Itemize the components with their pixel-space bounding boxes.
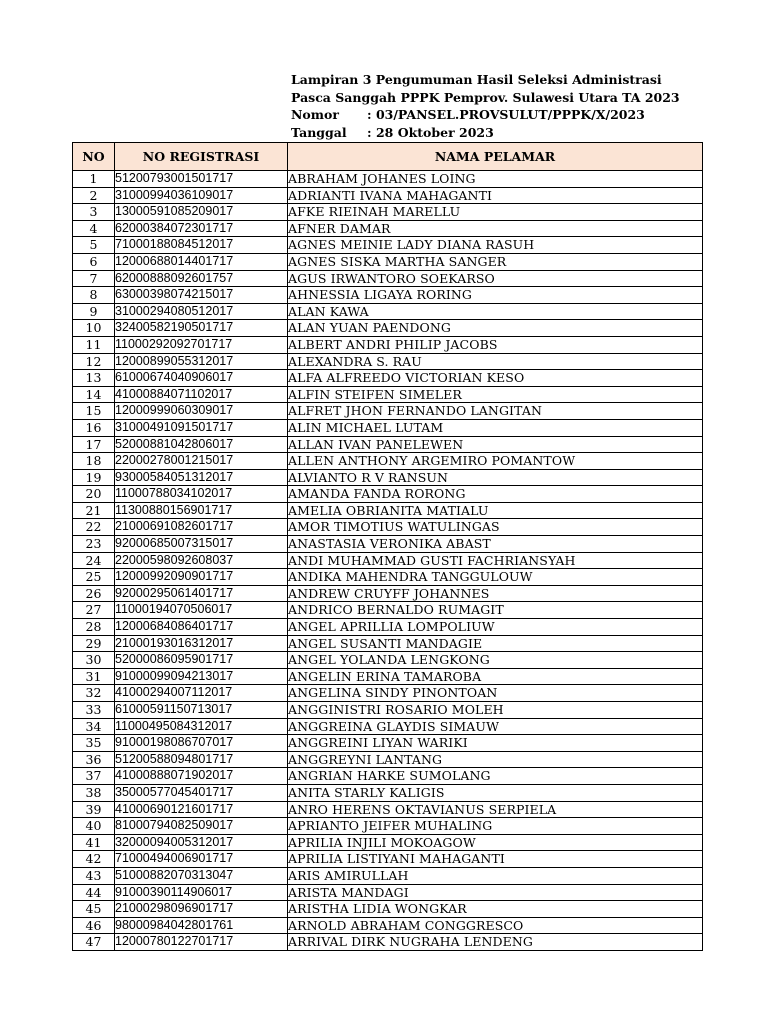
table-row bbox=[73, 901, 703, 918]
row-number-cell: 45 bbox=[73, 901, 115, 918]
applicant-name-cell: ANDRICO BERNALDO RUMAGIT bbox=[288, 602, 703, 619]
row-number-cell: 43 bbox=[73, 867, 115, 884]
registration-number-cell: 32400582190501717 bbox=[115, 320, 288, 337]
registration-number-cell: 11000788034102017 bbox=[115, 486, 288, 503]
registration-number-cell: 93000584051312017 bbox=[115, 469, 288, 486]
applicant-name-cell: ANGEL SUSANTI MANDAGIE bbox=[288, 635, 703, 652]
registration-number-cell: 11300880156901717 bbox=[115, 502, 288, 519]
applicant-table bbox=[72, 142, 703, 951]
registration-number-cell: 11000495084312017 bbox=[115, 718, 288, 735]
table-row bbox=[73, 353, 703, 370]
row-number-cell: 9 bbox=[73, 303, 115, 320]
applicant-name-cell: ANGGREYNI LANTANG bbox=[288, 751, 703, 768]
table-row bbox=[73, 187, 703, 204]
row-number-cell: 40 bbox=[73, 818, 115, 835]
row-number-cell: 2 bbox=[73, 187, 115, 204]
column-header-registration: NO REGISTRASI bbox=[115, 143, 288, 171]
table-row bbox=[73, 818, 703, 835]
row-number-cell: 24 bbox=[73, 552, 115, 569]
row-number-cell: 21 bbox=[73, 502, 115, 519]
registration-number-cell: 62000384072301717 bbox=[115, 220, 288, 237]
applicant-name-cell: ANGGREINI LIYAN WARIKI bbox=[288, 735, 703, 752]
row-number-cell: 30 bbox=[73, 652, 115, 669]
table-row bbox=[73, 204, 703, 221]
table-row bbox=[73, 602, 703, 619]
row-number-cell: 41 bbox=[73, 834, 115, 851]
row-number-cell: 19 bbox=[73, 469, 115, 486]
applicant-name-cell: ALVIANTO R V RANSUN bbox=[288, 469, 703, 486]
row-number-cell: 29 bbox=[73, 635, 115, 652]
applicant-name-cell: AMANDA FANDA RORONG bbox=[288, 486, 703, 503]
table-row bbox=[73, 834, 703, 851]
applicant-name-cell: ARRIVAL DIRK NUGRAHA LENDENG bbox=[288, 934, 703, 951]
row-number-cell: 6 bbox=[73, 253, 115, 270]
applicant-name-cell: ANDIKA MAHENDRA TANGGULOUW bbox=[288, 569, 703, 586]
applicant-name-cell: APRILIA INJILI MOKOAGOW bbox=[288, 834, 703, 851]
header-title-line-1: Lampiran 3 Pengumuman Hasil Seleksi Administrasi bbox=[291, 72, 662, 87]
table-row bbox=[73, 486, 703, 503]
row-number-cell: 20 bbox=[73, 486, 115, 503]
registration-number-cell: 52000881042806017 bbox=[115, 436, 288, 453]
table-row bbox=[73, 768, 703, 785]
registration-number-cell: 91000099094213017 bbox=[115, 668, 288, 685]
table-row bbox=[73, 370, 703, 387]
row-number-cell: 4 bbox=[73, 220, 115, 237]
registration-number-cell: 12000780122701717 bbox=[115, 934, 288, 951]
table-row bbox=[73, 585, 703, 602]
table-row bbox=[73, 685, 703, 702]
table-row bbox=[73, 287, 703, 304]
nomor-label: Nomor bbox=[291, 107, 339, 122]
table-row bbox=[73, 569, 703, 586]
registration-number-cell: 21000193016312017 bbox=[115, 635, 288, 652]
table-row bbox=[73, 552, 703, 569]
applicant-name-cell: AGUS IRWANTORO SOEKARSO bbox=[288, 270, 703, 287]
registration-number-cell: 92000295061401717 bbox=[115, 585, 288, 602]
tanggal-value: : 28 Oktober 2023 bbox=[367, 124, 494, 140]
table-row bbox=[73, 867, 703, 884]
row-number-cell: 27 bbox=[73, 602, 115, 619]
table-row bbox=[73, 519, 703, 536]
applicant-name-cell: AMELIA OBRIANITA MATIALU bbox=[288, 502, 703, 519]
table-row bbox=[73, 851, 703, 868]
table-row bbox=[73, 253, 703, 270]
row-number-cell: 39 bbox=[73, 801, 115, 818]
row-number-cell: 47 bbox=[73, 934, 115, 951]
table-row bbox=[73, 884, 703, 901]
registration-number-cell: 91000198086707017 bbox=[115, 735, 288, 752]
applicant-name-cell: ANDI MUHAMMAD GUSTI FACHRIANSYAH bbox=[288, 552, 703, 569]
table-row bbox=[73, 784, 703, 801]
row-number-cell: 5 bbox=[73, 237, 115, 254]
registration-number-cell: 11000292092701717 bbox=[115, 336, 288, 353]
applicant-name-cell: ABRAHAM JOHANES LOING bbox=[288, 171, 703, 188]
applicant-name-cell: ARIS AMIRULLAH bbox=[288, 867, 703, 884]
registration-number-cell: 61000674040906017 bbox=[115, 370, 288, 387]
header-nomor bbox=[291, 106, 680, 124]
applicant-name-cell: ARISTA MANDAGI bbox=[288, 884, 703, 901]
applicant-name-cell: ARNOLD ABRAHAM CONGGRESCO bbox=[288, 917, 703, 934]
registration-number-cell: 12000684086401717 bbox=[115, 619, 288, 636]
registration-number-cell: 71000494006901717 bbox=[115, 851, 288, 868]
registration-number-cell: 31000491091501717 bbox=[115, 419, 288, 436]
registration-number-cell: 31000994036109017 bbox=[115, 187, 288, 204]
row-number-cell: 26 bbox=[73, 585, 115, 602]
table-row bbox=[73, 436, 703, 453]
row-number-cell: 31 bbox=[73, 668, 115, 685]
table-row bbox=[73, 237, 703, 254]
row-number-cell: 16 bbox=[73, 419, 115, 436]
applicant-name-cell: ARISTHA LIDIA WONGKAR bbox=[288, 901, 703, 918]
applicant-name-cell: ANRO HERENS OKTAVIANUS SERPIELA bbox=[288, 801, 703, 818]
table-row bbox=[73, 934, 703, 951]
nomor-value: : 03/PANSEL.PROVSULUT/PPPK/X/2023 bbox=[367, 107, 645, 122]
row-number-cell: 3 bbox=[73, 204, 115, 221]
table-row bbox=[73, 536, 703, 553]
row-number-cell: 34 bbox=[73, 718, 115, 735]
applicant-name-cell: APRILIA LISTIYANI MAHAGANTI bbox=[288, 851, 703, 868]
row-number-cell: 22 bbox=[73, 519, 115, 536]
applicant-name-cell: ALLEN ANTHONY ARGEMIRO POMANTOW bbox=[288, 453, 703, 470]
registration-number-cell: 41000884071102017 bbox=[115, 386, 288, 403]
registration-number-cell: 31000294080512017 bbox=[115, 303, 288, 320]
registration-number-cell: 61000591150713017 bbox=[115, 702, 288, 719]
column-header-no: NO bbox=[73, 143, 115, 171]
table-row bbox=[73, 386, 703, 403]
table-row bbox=[73, 453, 703, 470]
applicant-name-cell: ANGELIN ERINA TAMAROBA bbox=[288, 668, 703, 685]
applicant-name-cell: ALFA ALFREEDO VICTORIAN KESO bbox=[288, 370, 703, 387]
row-number-cell: 11 bbox=[73, 336, 115, 353]
row-number-cell: 13 bbox=[73, 370, 115, 387]
row-number-cell: 36 bbox=[73, 751, 115, 768]
table-body bbox=[73, 171, 703, 951]
row-number-cell: 8 bbox=[73, 287, 115, 304]
registration-number-cell: 98000984042801761 bbox=[115, 917, 288, 934]
applicant-name-cell: AGNES MEINIE LADY DIANA RASUH bbox=[288, 237, 703, 254]
header-title-line-2: Pasca Sanggah PPPK Pemprov. Sulawesi Utara TA 2023 bbox=[291, 89, 680, 105]
table-row bbox=[73, 469, 703, 486]
header-tanggal bbox=[291, 124, 680, 142]
row-number-cell: 28 bbox=[73, 619, 115, 636]
applicant-name-cell: ALFIN STEIFEN SIMELER bbox=[288, 386, 703, 403]
applicant-name-cell: ANGGINISTRI ROSARIO MOLEH bbox=[288, 702, 703, 719]
row-number-cell: 18 bbox=[73, 453, 115, 470]
applicant-name-cell: ADRIANTI IVANA MAHAGANTI bbox=[288, 187, 703, 204]
registration-number-cell: 35000577045401717 bbox=[115, 784, 288, 801]
table-row bbox=[73, 917, 703, 934]
registration-number-cell: 62000888092601757 bbox=[115, 270, 288, 287]
row-number-cell: 25 bbox=[73, 569, 115, 586]
applicant-name-cell: ANGEL APRILLIA LOMPOLIUW bbox=[288, 619, 703, 636]
applicant-name-cell: ANGELINA SINDY PINONTOAN bbox=[288, 685, 703, 702]
table-row bbox=[73, 718, 703, 735]
registration-number-cell: 12000899055312017 bbox=[115, 353, 288, 370]
table-row bbox=[73, 171, 703, 188]
row-number-cell: 23 bbox=[73, 536, 115, 553]
row-number-cell: 10 bbox=[73, 320, 115, 337]
applicant-name-cell: ALBERT ANDRI PHILIP JACOBS bbox=[288, 336, 703, 353]
row-number-cell: 46 bbox=[73, 917, 115, 934]
table-row bbox=[73, 668, 703, 685]
row-number-cell: 38 bbox=[73, 784, 115, 801]
row-number-cell: 15 bbox=[73, 403, 115, 420]
registration-number-cell: 21000298096901717 bbox=[115, 901, 288, 918]
applicant-name-cell: ALFRET JHON FERNANDO LANGITAN bbox=[288, 403, 703, 420]
tanggal-label: Tanggal bbox=[291, 124, 347, 140]
registration-number-cell: 51200588094801717 bbox=[115, 751, 288, 768]
column-header-name: NAMA PELAMAR bbox=[288, 143, 703, 171]
registration-number-cell: 41000888071902017 bbox=[115, 768, 288, 785]
table-row bbox=[73, 619, 703, 636]
table-row bbox=[73, 702, 703, 719]
applicant-name-cell: ALIN MICHAEL LUTAM bbox=[288, 419, 703, 436]
registration-number-cell: 11000194070506017 bbox=[115, 602, 288, 619]
registration-number-cell: 13000591085209017 bbox=[115, 204, 288, 221]
applicant-name-cell: ANGEL YOLANDA LENGKONG bbox=[288, 652, 703, 669]
registration-number-cell: 22000278001215017 bbox=[115, 453, 288, 470]
row-number-cell: 14 bbox=[73, 386, 115, 403]
applicant-name-cell: ALEXANDRA S. RAU bbox=[288, 353, 703, 370]
applicant-name-cell: ALLAN IVAN PANELEWEN bbox=[288, 436, 703, 453]
registration-number-cell: 52000086095901717 bbox=[115, 652, 288, 669]
row-number-cell: 1 bbox=[73, 171, 115, 188]
applicant-name-cell: AFNER DAMAR bbox=[288, 220, 703, 237]
registration-number-cell: 63000398074215017 bbox=[115, 287, 288, 304]
table-row bbox=[73, 419, 703, 436]
row-number-cell: 32 bbox=[73, 685, 115, 702]
table-row bbox=[73, 303, 703, 320]
row-number-cell: 35 bbox=[73, 735, 115, 752]
applicant-name-cell: ANITA STARLY KALIGIS bbox=[288, 784, 703, 801]
applicant-name-cell: APRIANTO JEIFER MUHALING bbox=[288, 818, 703, 835]
registration-number-cell: 12000688014401717 bbox=[115, 253, 288, 270]
table-header-row bbox=[73, 143, 703, 171]
applicant-name-cell: AMOR TIMOTIUS WATULINGAS bbox=[288, 519, 703, 536]
applicant-name-cell: ANGGREINA GLAYDIS SIMAUW bbox=[288, 718, 703, 735]
applicant-name-cell: AFKE RIEINAH MARELLU bbox=[288, 204, 703, 221]
registration-number-cell: 32000094005312017 bbox=[115, 834, 288, 851]
applicant-name-cell: ANDREW CRUYFF JOHANNES bbox=[288, 585, 703, 602]
applicant-name-cell: AGNES SISKA MARTHA SANGER bbox=[288, 253, 703, 270]
registration-number-cell: 81000794082509017 bbox=[115, 818, 288, 835]
table-row bbox=[73, 735, 703, 752]
applicant-name-cell: ANASTASIA VERONIKA ABAST bbox=[288, 536, 703, 553]
applicant-name-cell: AHNESSIA LIGAYA RORING bbox=[288, 287, 703, 304]
table-row bbox=[73, 502, 703, 519]
registration-number-cell: 92000685007315017 bbox=[115, 536, 288, 553]
applicant-name-cell: ALAN YUAN PAENDONG bbox=[288, 320, 703, 337]
registration-number-cell: 51200793001501717 bbox=[115, 171, 288, 188]
table-row bbox=[73, 320, 703, 337]
registration-number-cell: 91000390114906017 bbox=[115, 884, 288, 901]
row-number-cell: 37 bbox=[73, 768, 115, 785]
row-number-cell: 7 bbox=[73, 270, 115, 287]
announcement-header bbox=[291, 71, 680, 141]
table-row bbox=[73, 635, 703, 652]
table-row bbox=[73, 220, 703, 237]
row-number-cell: 17 bbox=[73, 436, 115, 453]
registration-number-cell: 12000999060309017 bbox=[115, 403, 288, 420]
row-number-cell: 12 bbox=[73, 353, 115, 370]
table-row bbox=[73, 801, 703, 818]
registration-number-cell: 12000992090901717 bbox=[115, 569, 288, 586]
table-row bbox=[73, 652, 703, 669]
registration-number-cell: 51000882070313047 bbox=[115, 867, 288, 884]
table-row bbox=[73, 270, 703, 287]
table-row bbox=[73, 751, 703, 768]
registration-number-cell: 41000690121601717 bbox=[115, 801, 288, 818]
registration-number-cell: 71000188084512017 bbox=[115, 237, 288, 254]
applicant-name-cell: ALAN KAWA bbox=[288, 303, 703, 320]
row-number-cell: 33 bbox=[73, 702, 115, 719]
registration-number-cell: 41000294007112017 bbox=[115, 685, 288, 702]
row-number-cell: 44 bbox=[73, 884, 115, 901]
registration-number-cell: 21000691082601717 bbox=[115, 519, 288, 536]
registration-number-cell: 22000598092608037 bbox=[115, 552, 288, 569]
table-row bbox=[73, 336, 703, 353]
table-row bbox=[73, 403, 703, 420]
row-number-cell: 42 bbox=[73, 851, 115, 868]
applicant-name-cell: ANGRIAN HARKE SUMOLANG bbox=[288, 768, 703, 785]
